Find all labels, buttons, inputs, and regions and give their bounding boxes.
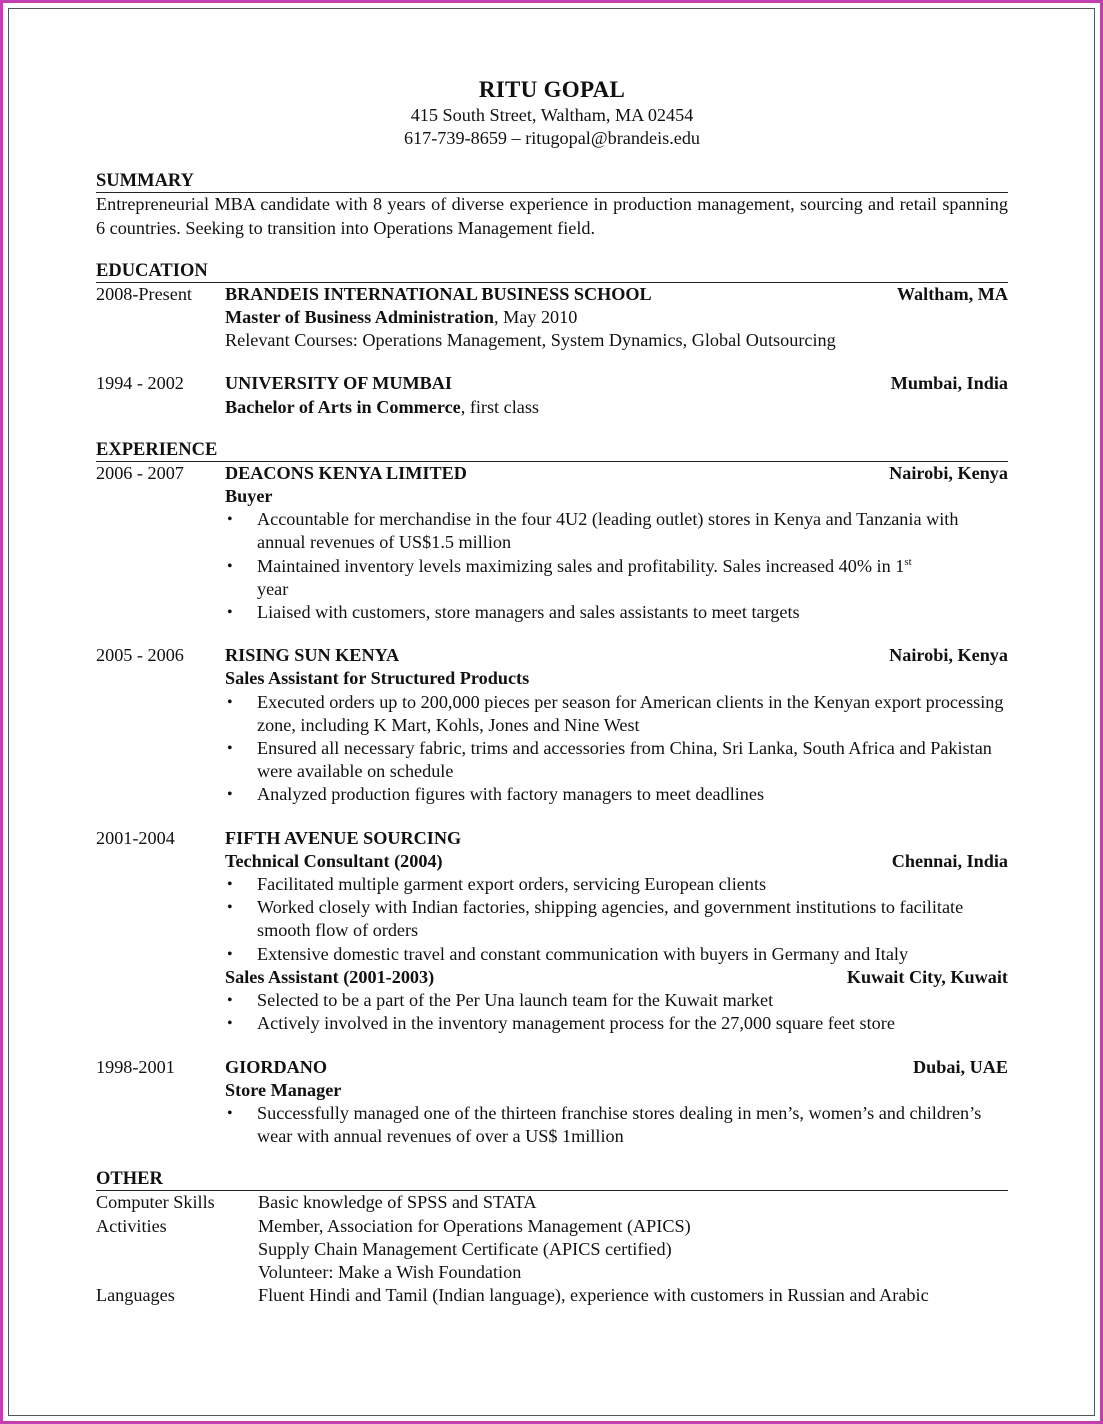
job-bullets (225, 691, 1008, 807)
job-entry (96, 462, 1008, 624)
bullet-item: • Worked closely with Indian factories, shipping agencies, and government institutions to facilitate smooth flow of orders (225, 896, 1008, 942)
degree-suffix: , first class (460, 396, 540, 417)
job-location: Dubai, UAE (912, 1056, 1008, 1077)
job-role: Sales Assistant for Structured Products (225, 668, 530, 689)
job-role: Store Manager (225, 1079, 342, 1100)
bullet-text-tail: year (257, 578, 289, 599)
other-line: Fluent Hindi and Tamil (Indian language), experience with customers in Russian and Arabic (258, 1285, 929, 1306)
education-dates: 2008-Present (96, 283, 192, 304)
experience-heading: EXPERIENCE (96, 439, 1008, 462)
school-location: Mumbai, India (890, 373, 1008, 394)
address-line: 415 South Street, Waltham, MA 02454 (410, 105, 694, 125)
job-dates: 2001-2004 (96, 827, 175, 848)
other-row (96, 1191, 1008, 1214)
resume-page (96, 76, 1008, 1307)
bullet-item: • Liaised with customers, store managers and sales assistants to meet targets (225, 601, 1008, 624)
job-location: Nairobi, Kenya (889, 645, 1008, 666)
other-row (96, 1284, 1008, 1307)
summary-text: Entrepreneurial MBA candidate with 8 years of diverse experience in production management, sourcing and retail spanning 6 countries. Seeking to transition into Operations Management field. (96, 194, 1008, 238)
education-heading: EDUCATION (96, 260, 1008, 283)
contact-line: 617-739-8659 – ritugopal@brandeis.edu (403, 128, 701, 149)
other-line: Basic knowledge of SPSS and STATA (258, 1192, 537, 1213)
company-name: FIFTH AVENUE SOURCING (225, 827, 462, 848)
other-label: Activities (96, 1215, 167, 1236)
school-location: Waltham, MA (896, 283, 1008, 304)
bullet-item: • Accountable for merchandise in the four 4U2 (leading outlet) stores in Kenya and Tanzania with annual revenues of US$1.5 million (225, 508, 1008, 554)
degree-suffix: , May 2010 (493, 307, 578, 328)
job-dates: 1998-2001 (96, 1056, 175, 1077)
bullet-text: Maintained inventory levels maximizing sales and profitability. Sales increased 40% in 1 (257, 555, 905, 576)
company-name: DEACONS KENYA LIMITED (225, 462, 467, 483)
degree-name: Master of Business Administration (225, 307, 494, 328)
bullet-item: • Successfully managed one of the thirteen franchise stores dealing in men’s, women’s and children’s wear with annual revenues of over a US$ 1million (225, 1102, 1008, 1148)
job-entry (96, 827, 1008, 1036)
bullet-item: • Selected to be a part of the Per Una launch team for the Kuwait market (225, 989, 1008, 1012)
education-entry (96, 283, 1008, 353)
job-location: Nairobi, Kenya (889, 462, 1008, 483)
job-bullets (225, 1102, 1008, 1148)
candidate-name: RITU GOPAL (478, 77, 626, 102)
job-entry (96, 644, 1008, 806)
job-role: Buyer (225, 486, 273, 507)
job-role: Technical Consultant (2004) (225, 850, 443, 871)
job-bullets (225, 873, 1008, 966)
job-bullets (225, 989, 1008, 1035)
summary-heading: SUMMARY (96, 170, 1008, 193)
other-line: Supply Chain Management Certificate (APICS certified) (258, 1238, 672, 1259)
job-location: Chennai, India (891, 850, 1008, 871)
bullet-item: • Facilitated multiple garment export orders, servicing European clients (225, 873, 1008, 896)
school-name: UNIVERSITY OF MUMBAI (225, 373, 453, 394)
other-line: Volunteer: Make a Wish Foundation (258, 1261, 522, 1282)
degree-name: Bachelor of Arts in Commerce (225, 396, 461, 417)
resume-header (96, 76, 1008, 150)
degree-line (225, 396, 1008, 419)
school-name: BRANDEIS INTERNATIONAL BUSINESS SCHOOL (225, 283, 652, 304)
other-row (96, 1215, 1008, 1285)
superscript: st (904, 555, 912, 568)
company-name: GIORDANO (225, 1056, 328, 1077)
other-label: Computer Skills (96, 1192, 215, 1213)
other-label: Languages (96, 1285, 175, 1306)
job-bullets (225, 508, 1008, 624)
bullet-item: • Analyzed production figures with factory managers to meet deadlines (225, 783, 1008, 806)
bullet-item (225, 555, 1008, 601)
job-dates: 2006 - 2007 (96, 462, 184, 483)
education-dates: 1994 - 2002 (96, 373, 184, 394)
job-dates: 2005 - 2006 (96, 645, 184, 666)
education-entry (96, 372, 1008, 418)
bullet-item: • Extensive domestic travel and constant communication with buyers in Germany and Italy (225, 943, 1008, 966)
bullet-item: • Actively involved in the inventory management process for the 27,000 square feet store (225, 1012, 1008, 1035)
other-line: Member, Association for Operations Management (APICS) (258, 1215, 691, 1236)
job-role: Sales Assistant (2001-2003) (225, 966, 435, 987)
bullet-item: • Ensured all necessary fabric, trims and accessories from China, Sri Lanka, South Africa and Pakistan were available on schedule (225, 737, 1008, 783)
job-location: Kuwait City, Kuwait (846, 966, 1008, 987)
degree-line (225, 306, 1008, 329)
company-name: RISING SUN KENYA (225, 645, 400, 666)
job-entry (96, 1056, 1008, 1149)
bullet-item: • Executed orders up to 200,000 pieces per season for American clients in the Kenyan export processing zone, including K Mart, Kohls, Jones and Nine West (225, 691, 1008, 737)
relevant-courses: Relevant Courses: Operations Management, System Dynamics, Global Outsourcing (225, 330, 836, 351)
other-heading: OTHER (96, 1168, 1008, 1191)
